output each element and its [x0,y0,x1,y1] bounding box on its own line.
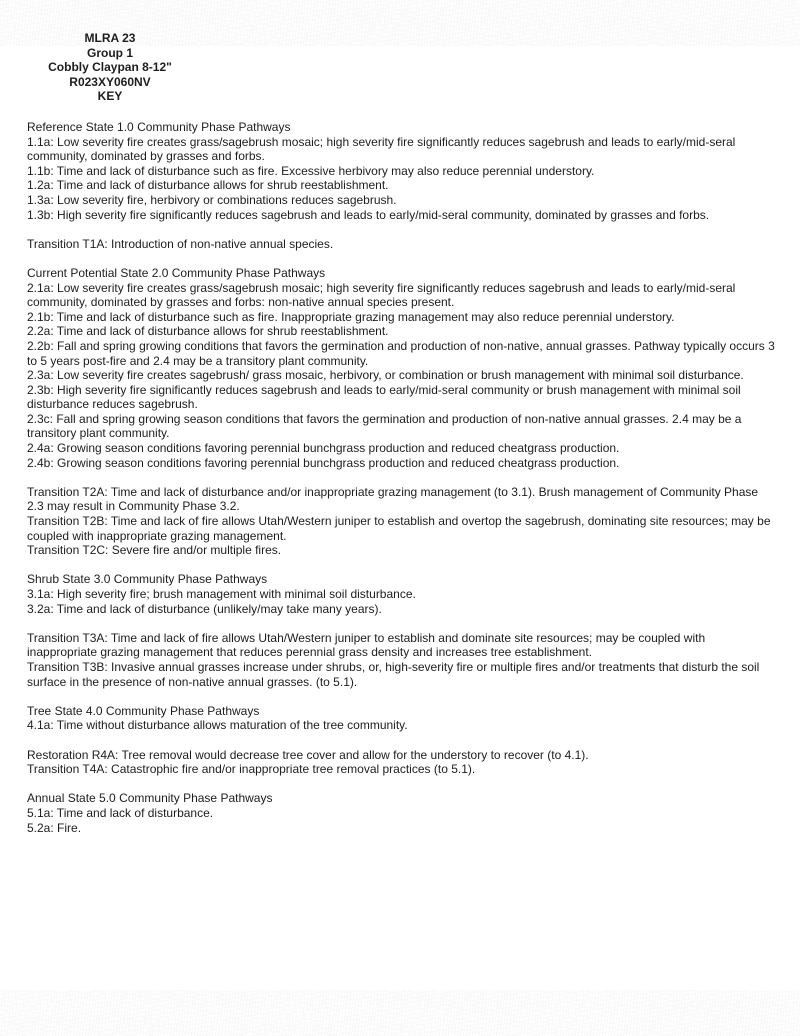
paragraph-current-potential-state-2-0 [27,266,775,470]
text-line: 4.1a: Time without disturbance allows maturation of the tree community. [27,718,408,733]
text-line: Transition T4A: Catastrophic fire and/or inappropriate tree removal practices (to 5.1). [27,762,476,777]
text-line: Transition T1A: Introduction of non-native annual species. [27,236,334,251]
document-header [0,31,220,104]
text-line: Transition T3B: Invasive annual grasses increase under shrubs, or, high-severity fire or multiple fires and/or treatments that disturb the soil surface in the presence of non-native annual grasses. (to 5.1). [27,659,760,689]
paragraph-restoration-r4a-transition-t4a [27,748,775,777]
text-line: 3.2a: Time and lack of disturbance (unlikely/may take many years). [27,601,382,616]
text-line: 2.1b: Time and lack of disturbance such as fire. Inappropriate grazing management may also reduce perennial understory. [27,309,675,324]
text-line: Current Potential State 2.0 Community Phase Pathways [27,265,326,280]
text-line: 2.3a: Low severity fire creates sagebrush/ grass mosaic, herbivory, or combination or brush management with minimal soil disturbance. [27,368,744,383]
text-line: 2.1a: Low severity fire creates grass/sagebrush mosaic; high severity fire significantly reduces sagebrush and leads to early/mid-seral community, dominated by grasses and forbs: non-native annual species present. [27,280,736,310]
text-line: 1.1b: Time and lack of disturbance such as fire. Excessive herbivory may also reduce perennial understory. [27,163,595,178]
text-line: 1.2a: Time and lack of disturbance allows for shrub reestablishment. [27,178,389,193]
text-line: 2.3c: Fall and spring growing season conditions that favors the germination and production of non-native annual grasses. 2.4 may be a transitory plant community. [27,411,742,441]
paragraph-shrub-state-3-0 [27,572,775,616]
header-line: MLRA 23 [84,31,136,45]
scan-noise-bottom [0,990,800,1036]
text-line: 2.4a: Growing season conditions favoring perennial bunchgrass production and reduced cheatgrass production. [27,441,620,456]
text-line: Shrub State 3.0 Community Phase Pathways [27,572,268,587]
text-line: 2.3b: High severity fire significantly reduces sagebrush and leads to early/mid-seral community or brush management with minimal soil disturbance reduces sagebrush. [27,382,741,412]
text-line: Restoration R4A: Tree removal would decrease tree cover and allow for the understory to recover (to 4.1). [27,747,589,762]
text-line: 1.3a: Low severity fire, herbivory or combinations reduces sagebrush. [27,192,397,207]
text-line: 3.1a: High severity fire; brush management with minimal soil disturbance. [27,587,416,601]
header-line: Group 1 [86,45,133,60]
header-line: R023XY060NV [69,74,151,89]
paragraph-transition-t1a [27,237,775,252]
paragraph-transitions-t2 [27,485,775,558]
paragraph-tree-state-4-0 [27,704,775,733]
text-line: Transition T3A: Time and lack of fire allows Utah/Western juniper to establish and dominate site resources; may be coupled with inappropriate grazing management that reduces perennial grass density and increases tree establishment. [27,630,706,660]
text-line: Transition T2B: Time and lack of fire allows Utah/Western juniper to establish and overtop the sagebrush, dominating site resources; may be coupled with inappropriate grazing management. [27,514,771,543]
text-line: Transition T2A: Time and lack of disturbance and/or inappropriate grazing management (to 3.1). Brush management of Community Phase 2.3 may result in Community Phase 3.2. [27,484,759,514]
document-body [27,120,775,835]
text-line: 5.1a: Time and lack of disturbance. [27,805,214,820]
text-line: 2.4b: Growing season conditions favoring perennial bunchgrass production and reduced cheatgrass production. [27,455,620,470]
text-line: 2.2b: Fall and spring growing conditions that favors the germination and production of non-native, annual grasses. Pathway typically occurs 3 to 5 years post-fire and 2.4 may be a transitory plant community. [27,338,775,368]
paragraph-reference-state-1-0 [27,120,775,222]
header-line: Cobbly Claypan 8-12" [48,60,172,74]
paragraph-transitions-t3 [27,631,775,689]
text-line: Transition T2C: Severe fire and/or multiple fires. [27,543,282,558]
text-line: Reference State 1.0 Community Phase Pathways [27,120,291,134]
text-line: 1.3b: High severity fire significantly reduces sagebrush and leads to early/mid-seral community, dominated by grasses and forbs. [27,207,710,222]
text-line: 5.2a: Fire. [27,820,82,835]
text-line: Annual State 5.0 Community Phase Pathways [27,791,273,806]
text-line: 1.1a: Low severity fire creates grass/sagebrush mosaic; high severity fire significantly reduces sagebrush and leads to early/mid-seral community, dominated by grasses and forbs. [27,134,736,164]
text-line: Tree State 4.0 Community Phase Pathways [27,703,260,718]
paragraph-annual-state-5-0 [27,791,775,835]
text-line: 2.2a: Time and lack of disturbance allows for shrub reestablishment. [27,324,389,339]
header-line: KEY [97,89,123,103]
